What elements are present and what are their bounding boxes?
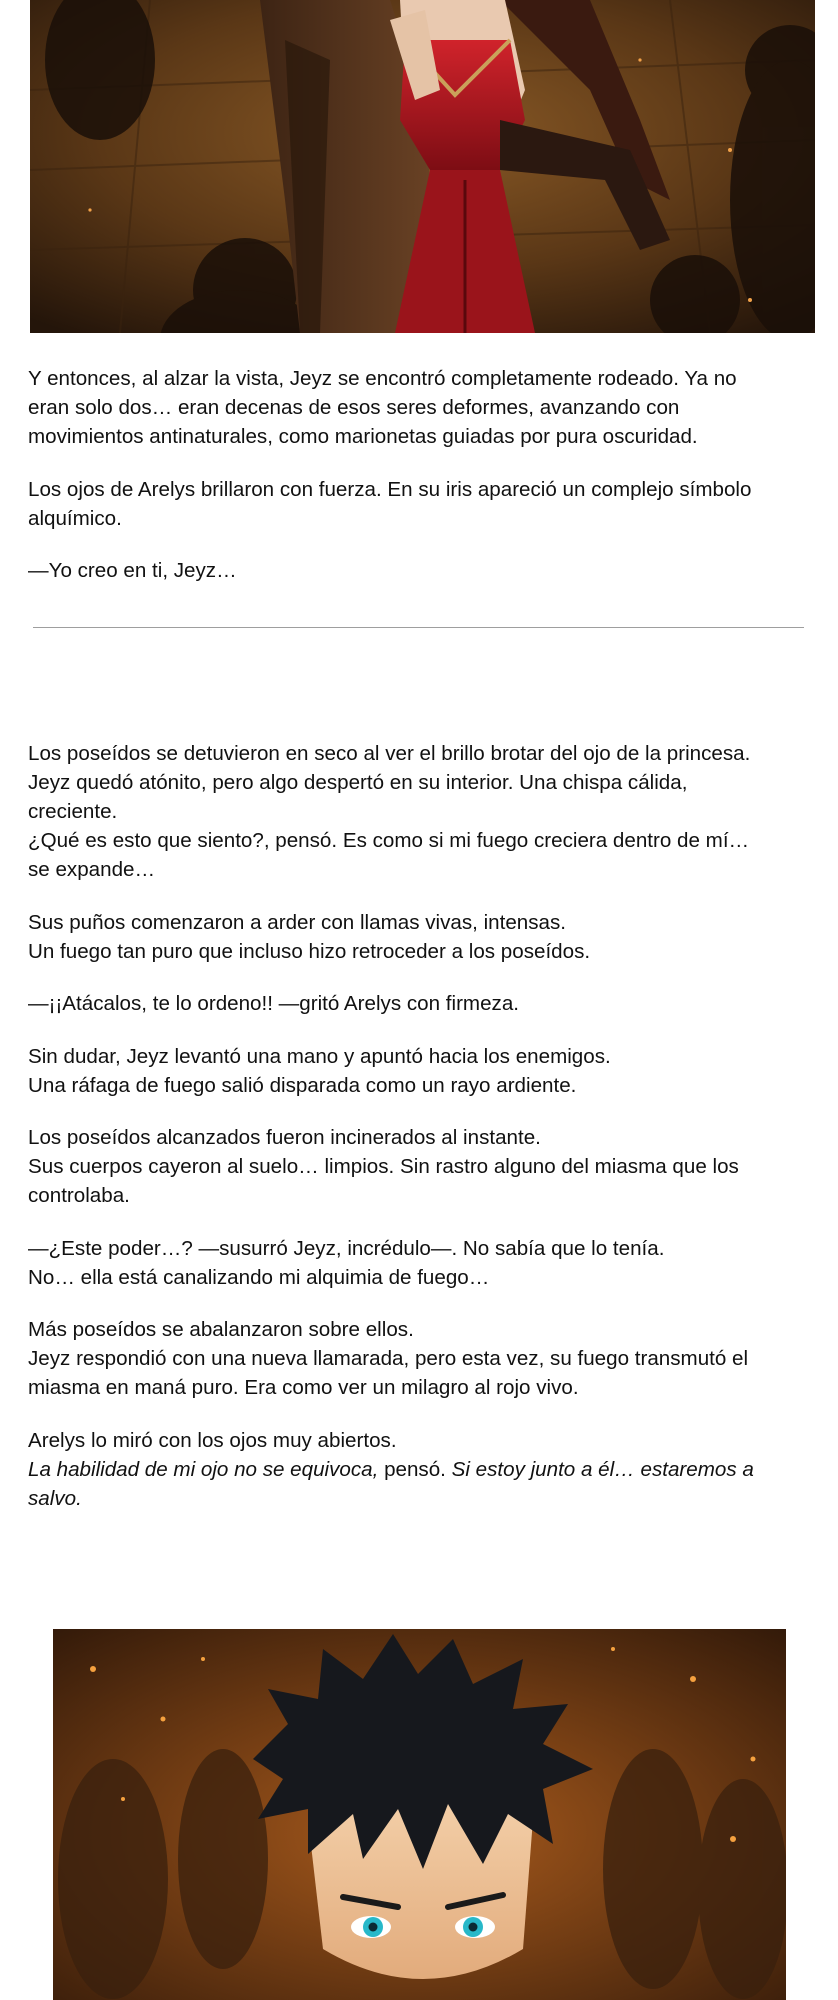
text-line: Los poseídos se detuvieron en seco al ver el brillo brotar del ojo de la princesa. bbox=[28, 742, 751, 765]
paragraph bbox=[28, 989, 818, 1018]
text-line: —Yo creo en ti, Jeyz… bbox=[28, 559, 237, 582]
paragraph bbox=[28, 1234, 818, 1292]
top-illustration bbox=[30, 0, 815, 333]
text-line: Jeyz quedó atónito, pero algo despertó en su interior. Una chispa cálida, bbox=[28, 771, 688, 794]
text-line: Los poseídos alcanzados fueron incinerados al instante. bbox=[28, 1126, 541, 1149]
text-line: Sus puños comenzaron a arder con llamas vivas, intensas. bbox=[28, 910, 567, 934]
paragraph bbox=[28, 556, 818, 585]
text-line: No… ella está canalizando mi alquimia de fuego… bbox=[28, 1265, 490, 1289]
italic-thought: Si estoy junto a él… estaremos a bbox=[451, 1457, 754, 1481]
text-line: —¿Este poder…? —susurró Jeyz, incrédulo—. No sabía que lo tenía. bbox=[28, 1236, 665, 1260]
section-divider bbox=[33, 627, 804, 628]
paragraph bbox=[28, 739, 818, 884]
paragraph bbox=[28, 1426, 818, 1513]
text-line: miasma en maná puro. Era como ver un milagro al rojo vivo. bbox=[28, 1376, 579, 1399]
italic-thought: salvo. bbox=[28, 1486, 82, 1510]
text-line: Sus cuerpos cayeron al suelo… limpios. Sin rastro alguno del miasma que los bbox=[28, 1155, 739, 1178]
text-line: Más poseídos se abalanzaron sobre ellos. bbox=[28, 1318, 414, 1341]
text-line: Una ráfaga de fuego salió disparada como un rayo ardiente. bbox=[28, 1073, 577, 1097]
text-line: Arelys lo miró con los ojos muy abiertos. bbox=[28, 1428, 397, 1452]
text-line: Sin dudar, Jeyz levantó una mano y apuntó hacia los enemigos. bbox=[28, 1044, 611, 1068]
text-line bbox=[28, 1455, 818, 1484]
text-line: movimientos antinaturales, como marionetas guiadas por pura oscuridad. bbox=[28, 425, 698, 448]
bottom-illustration bbox=[53, 1629, 786, 2000]
paragraph bbox=[28, 1315, 818, 1402]
text-line: Los ojos de Arelys brillaron con fuerza. En su iris apareció un complejo símbolo bbox=[28, 477, 752, 501]
text-line: creciente. bbox=[28, 800, 118, 823]
text-line: eran solo dos… eran decenas de esos seres deformes, avanzando con bbox=[28, 396, 680, 419]
paragraph bbox=[28, 364, 818, 451]
illustration-princess-and-hero-surrounded-icon bbox=[30, 0, 815, 333]
illustration-hero-portrait-embers-icon bbox=[53, 1629, 786, 2000]
text-line: —¡¡Atácalos, te lo ordeno!! —gritó Arelys con firmeza. bbox=[28, 992, 520, 1015]
text-line: Y entonces, al alzar la vista, Jeyz se encontró completamente rodeado. Ya no bbox=[28, 367, 737, 390]
text-line: alquímico. bbox=[28, 506, 122, 530]
story-section-1 bbox=[28, 364, 818, 609]
text-line: ¿Qué es esto que siento?, pensó. Es como si mi fuego creciera dentro de mí… bbox=[28, 829, 750, 852]
text-line: Un fuego tan puro que incluso hizo retroceder a los poseídos. bbox=[28, 939, 591, 963]
story-section-2 bbox=[28, 739, 818, 1536]
text-span: pensó. bbox=[378, 1457, 452, 1481]
italic-thought: La habilidad de mi ojo no se equivoca, bbox=[28, 1457, 379, 1481]
text-line: se expande… bbox=[28, 858, 156, 881]
paragraph bbox=[28, 1042, 818, 1100]
text-line: controlaba. bbox=[28, 1184, 130, 1207]
paragraph bbox=[28, 475, 818, 533]
paragraph bbox=[28, 908, 818, 966]
text-line: Jeyz respondió con una nueva llamarada, pero esta vez, su fuego transmutó el bbox=[28, 1347, 749, 1370]
text-line bbox=[28, 1484, 818, 1513]
paragraph bbox=[28, 1123, 818, 1210]
